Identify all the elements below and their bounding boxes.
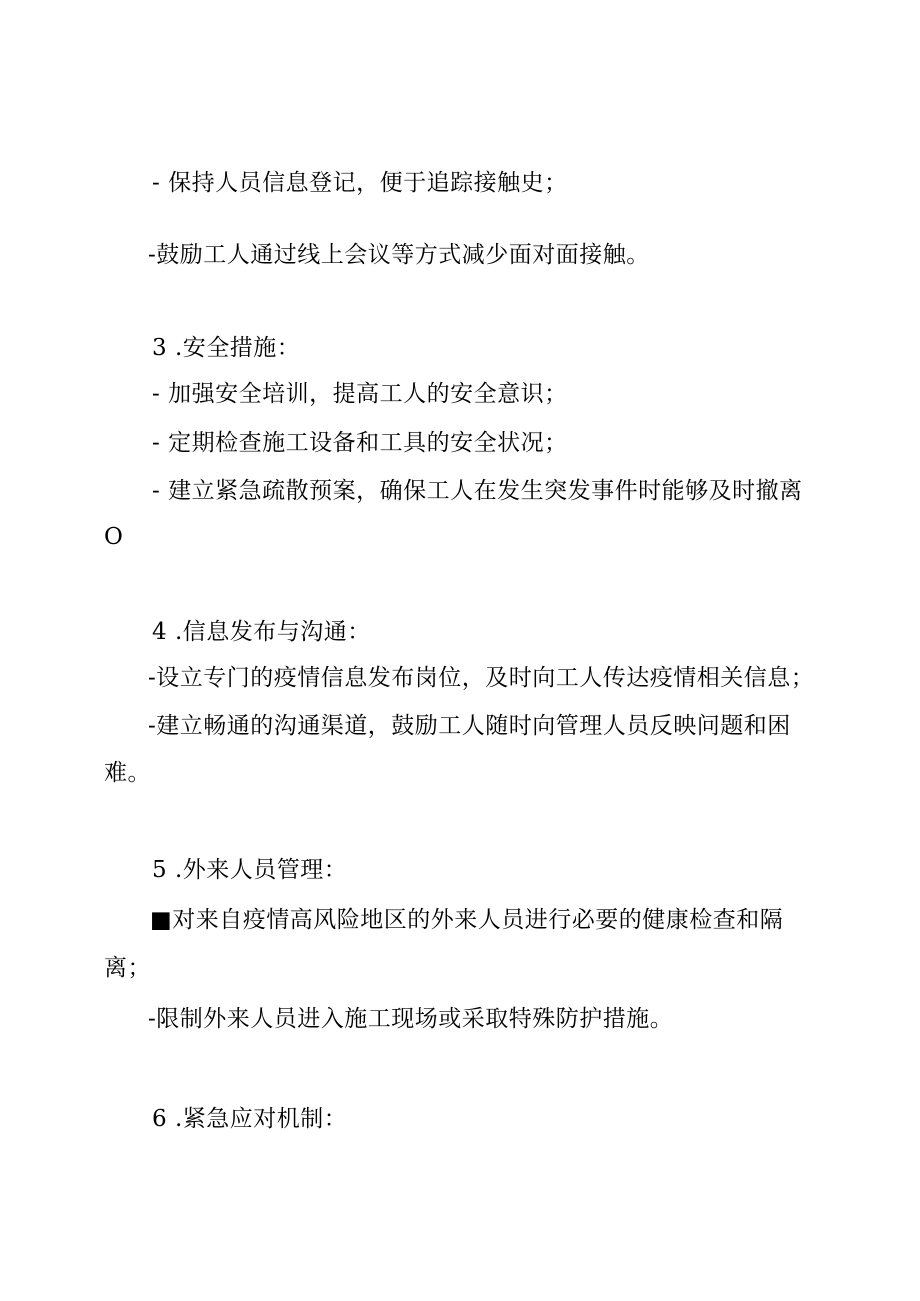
text-line: 难。 xyxy=(104,760,151,786)
section-heading: 6 .紧急应对机制： xyxy=(152,1106,348,1132)
text-line: -设立专门的疫情信息发布岗位，及时向工人传达疫情相关信息； xyxy=(148,665,815,691)
section-heading: 4 .信息发布与沟通： xyxy=(152,619,371,645)
text-line: ■对来自疫情高风险地区的外来人员进行必要的健康检查和隔 xyxy=(150,907,784,933)
text-line: - 加强安全培训，提高工人的安全意识； xyxy=(152,381,568,407)
text-line: O xyxy=(104,524,124,550)
text-line: -建立畅通的沟通渠道，鼓励工人随时向管理人员反映问题和困 xyxy=(148,713,791,739)
text-line: - 保持人员信息登记，便于追踪接触史； xyxy=(152,170,568,196)
text-line: -限制外来人员进入施工现场或采取特殊防护措施。 xyxy=(148,1006,674,1032)
text-line: -鼓励工人通过线上会议等方式减少面对面接触。 xyxy=(148,242,650,268)
text-line: - 定期检查施工设备和工具的安全状况； xyxy=(152,430,568,456)
text-line: - 建立紧急疏散预案，确保工人在发生突发事件时能够及时撤离 xyxy=(152,478,803,504)
section-heading: 5 .外来人员管理： xyxy=(152,857,348,883)
text-line: 离； xyxy=(104,955,151,981)
section-heading: 3 .安全措施： xyxy=(152,335,301,361)
